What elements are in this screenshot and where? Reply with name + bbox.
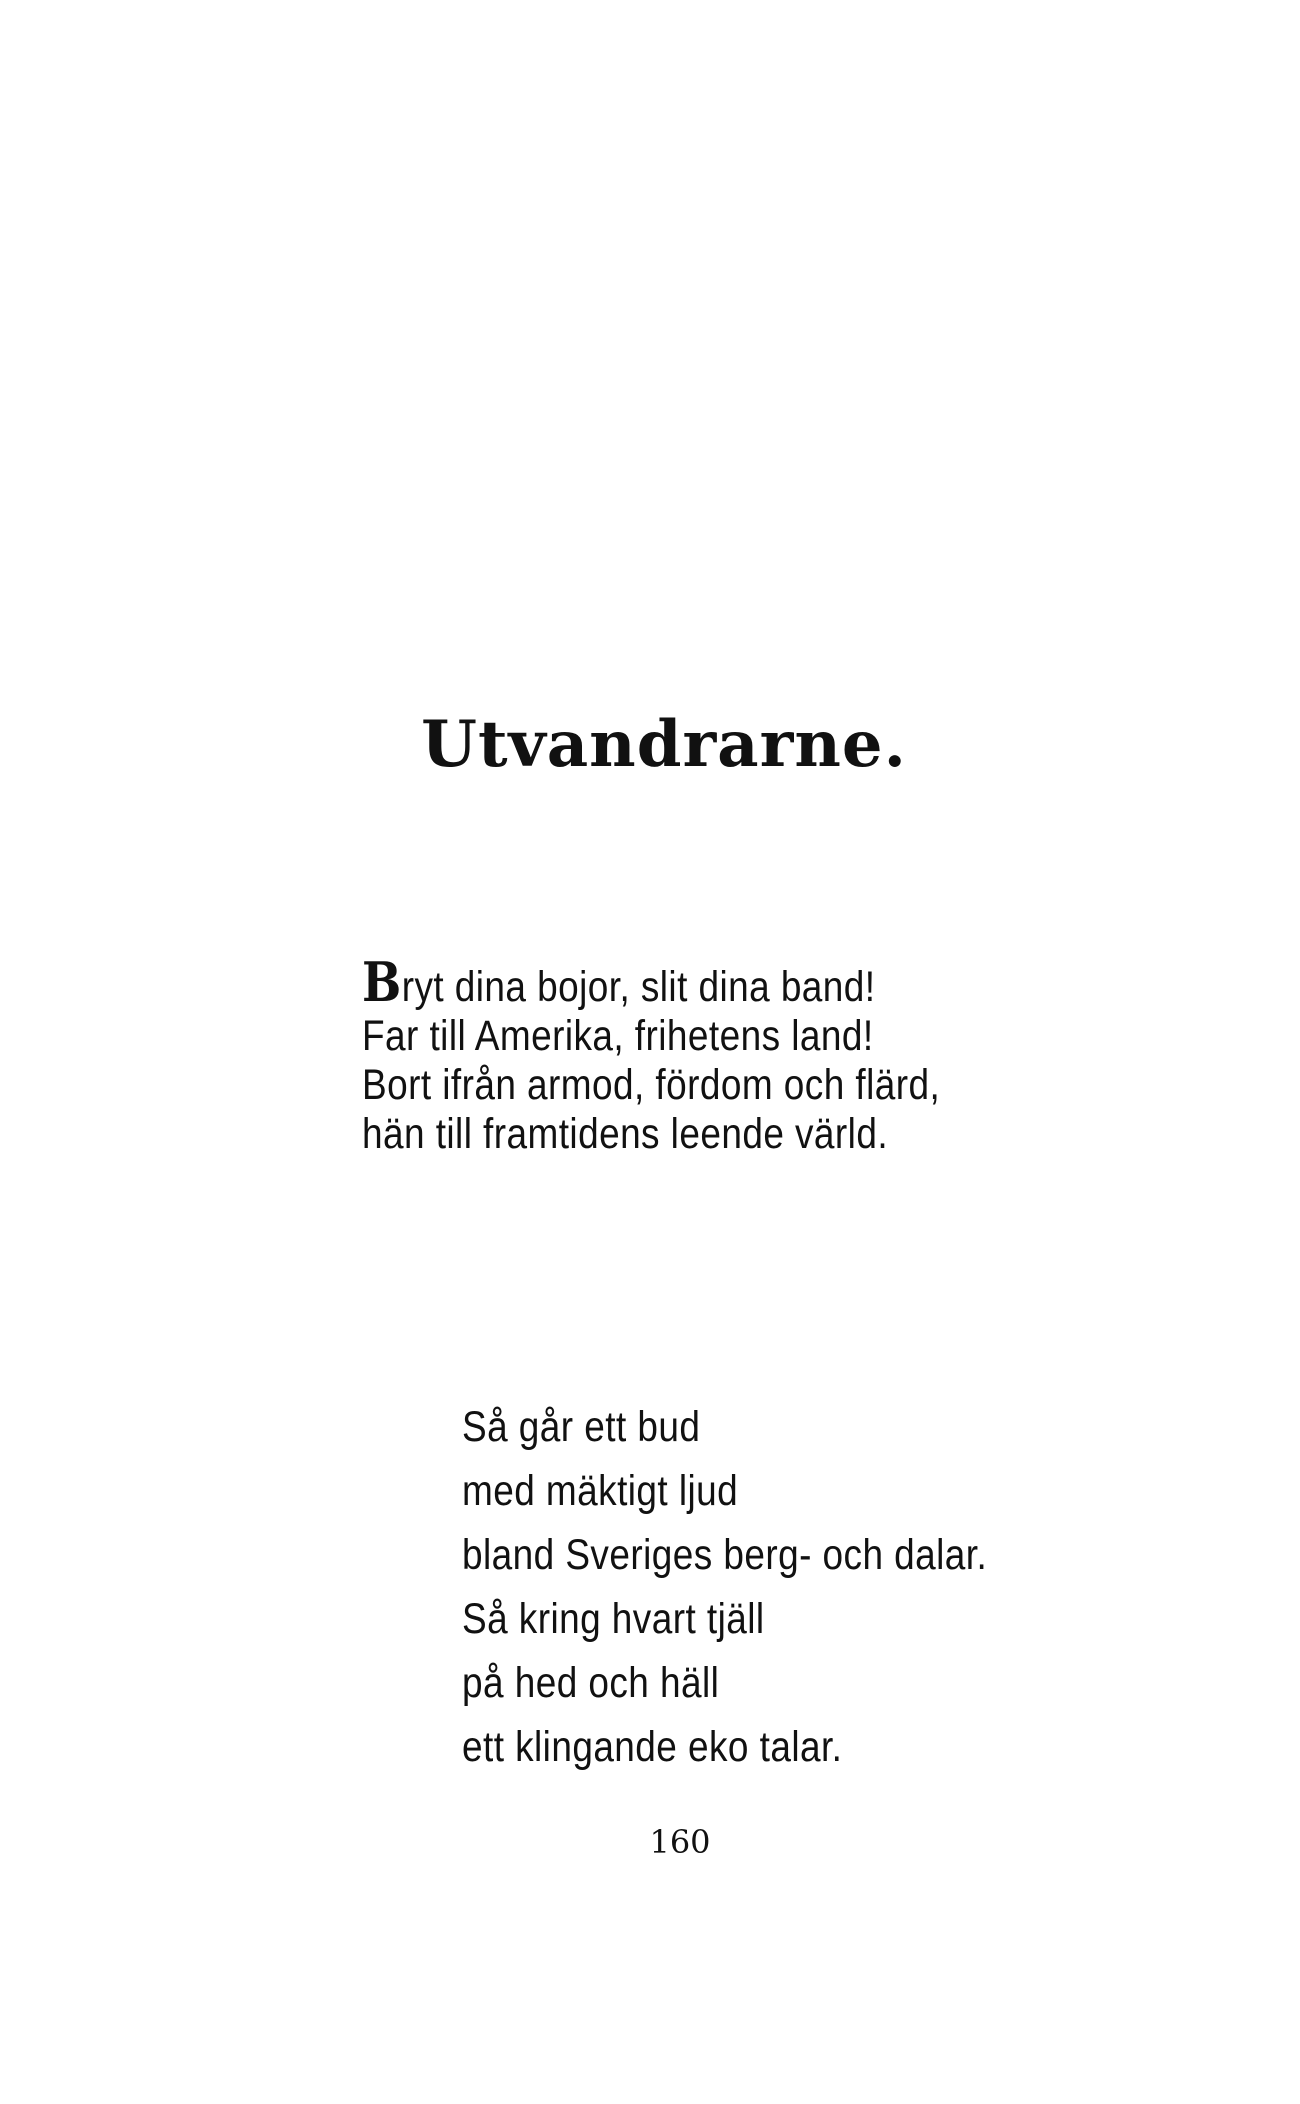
stanza-1 (362, 950, 1034, 1159)
verse-line: ett klingande eko talar. (462, 1723, 843, 1771)
decorated-initial: B (362, 950, 402, 1014)
verse-line: på hed och häll (462, 1659, 720, 1707)
verse-line: Så går ett bud (462, 1403, 701, 1451)
verse-line: bland Sveriges berg- och dalar. (462, 1531, 988, 1579)
verse-line: Far till Amerika, frihetens land! (362, 1012, 874, 1060)
page-number: 160 (649, 1823, 711, 1861)
verse-line: Bort ifrån armod, fördom och flärd, (362, 1061, 941, 1109)
verse-line: med mäktigt ljud (462, 1467, 739, 1515)
poem-title: Utvandrarne. (421, 707, 907, 782)
verse-line: hän till framtidens leende värld. (362, 1110, 889, 1158)
verse-line-text: ryt dina bojor, slit dina band! (401, 963, 876, 1011)
verse-line (362, 950, 940, 1014)
stanza-2 (462, 1395, 1073, 1779)
verse-line: Så kring hvart tjäll (462, 1595, 765, 1643)
